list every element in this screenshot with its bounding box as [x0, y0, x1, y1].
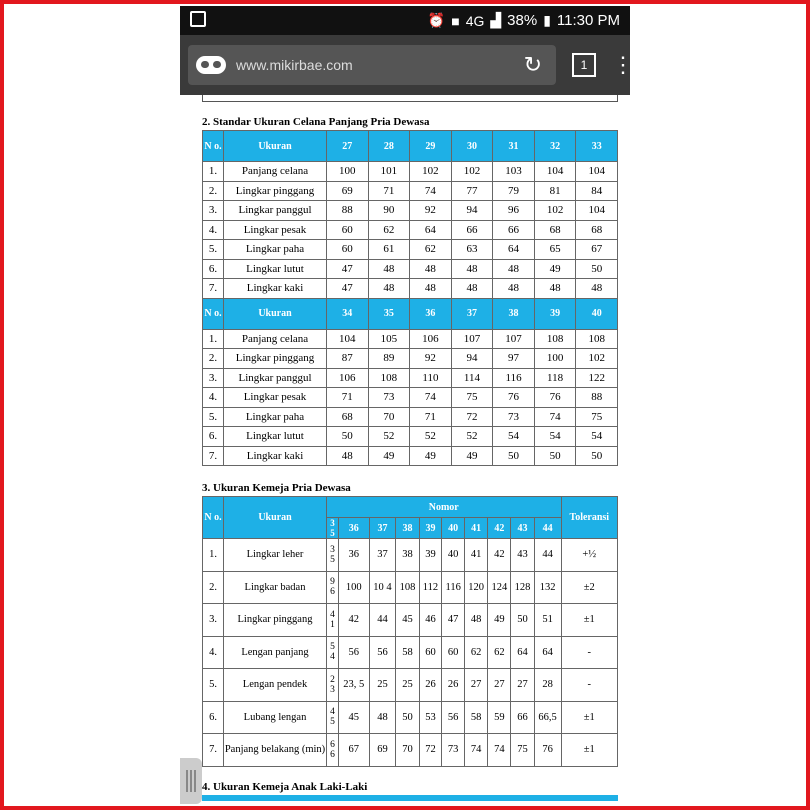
cell-value: 108 — [368, 368, 410, 388]
cell-value: 46 — [419, 604, 442, 637]
cell-value: 89 — [368, 349, 410, 369]
cell-value: 50 — [511, 604, 534, 637]
cell-value: 37 — [369, 539, 396, 572]
cell-value: 48 — [369, 701, 396, 734]
cell-value: 110 — [410, 368, 452, 388]
cell-value: 122 — [576, 368, 618, 388]
cell-value: 27 — [465, 669, 488, 702]
cell-value: 58 — [465, 701, 488, 734]
cell-value: 26 — [442, 669, 465, 702]
column-header-nomor: Nomor — [327, 497, 562, 518]
column-header-size: 27 — [327, 131, 369, 162]
cell-value: 118 — [534, 368, 576, 388]
cell-value: 92 — [410, 349, 452, 369]
row-label: Panjang celana — [224, 329, 327, 349]
table-row — [203, 571, 618, 604]
cell-value: 74 — [488, 734, 511, 767]
cell-value: 124 — [488, 571, 511, 604]
cell-value: 68 — [534, 220, 576, 240]
column-header-size: 39 — [419, 518, 442, 539]
row-label: Lingkar badan — [224, 571, 327, 604]
cell-value: 63 — [451, 240, 493, 260]
cell-value: 42 — [339, 604, 370, 637]
cell-value: 49 — [410, 446, 452, 466]
cell-value: 52 — [368, 427, 410, 447]
cell-value: 56 — [369, 636, 396, 669]
cell-value: 77 — [451, 181, 493, 201]
cell-value: 104 — [576, 162, 618, 182]
cell-value: 4 1 — [327, 604, 339, 637]
cell-tolerance: ±1 — [561, 701, 617, 734]
column-header-size: 36 — [339, 518, 370, 539]
row-label: Lingkar kaki — [224, 446, 327, 466]
table-row — [203, 427, 618, 447]
table-row — [203, 201, 618, 221]
row-number: 7. — [203, 446, 224, 466]
cell-value: 66 — [511, 701, 534, 734]
column-header-size: 39 — [534, 298, 576, 329]
cell-value: 49 — [451, 446, 493, 466]
cell-value: 132 — [534, 571, 561, 604]
cell-value: 116 — [493, 368, 535, 388]
column-header-size: 33 — [576, 131, 618, 162]
column-header-size: 41 — [465, 518, 488, 539]
cell-value: 71 — [368, 181, 410, 201]
column-header-size: 37 — [369, 518, 396, 539]
column-header-size: 38 — [396, 518, 419, 539]
cell-value: 73 — [493, 407, 535, 427]
cell-value: 94 — [451, 349, 493, 369]
cell-value: 100 — [534, 349, 576, 369]
cell-value: 92 — [410, 201, 452, 221]
cell-value: 76 — [534, 734, 561, 767]
row-number: 7. — [203, 279, 224, 299]
cell-value: 36 — [339, 539, 370, 572]
cell-value: 120 — [465, 571, 488, 604]
cell-value: 62 — [488, 636, 511, 669]
cell-value: 68 — [576, 220, 618, 240]
row-label: Lingkar pinggang — [224, 181, 327, 201]
table-row — [203, 636, 618, 669]
row-label: Lingkar pinggang — [224, 604, 327, 637]
url-text[interactable]: www.mikirbae.com — [236, 57, 353, 73]
row-label: Lingkar lutut — [224, 427, 327, 447]
row-label: Lengan pendek — [224, 669, 327, 702]
cell-value: 81 — [534, 181, 576, 201]
cell-value: 47 — [442, 604, 465, 637]
cell-value: 42 — [488, 539, 511, 572]
cell-value: 48 — [493, 259, 535, 279]
trouser-size-table — [202, 130, 618, 466]
cell-tolerance: ±1 — [561, 734, 617, 767]
cell-value: 48 — [493, 279, 535, 299]
table-row — [203, 181, 618, 201]
cell-value: 25 — [369, 669, 396, 702]
status-bar — [180, 6, 630, 35]
row-number: 7. — [203, 734, 224, 767]
cell-value: 104 — [534, 162, 576, 182]
cell-value: 50 — [493, 446, 535, 466]
column-header-size: 44 — [534, 518, 561, 539]
row-number: 4. — [203, 220, 224, 240]
cell-value: 25 — [396, 669, 419, 702]
cell-value: 50 — [576, 446, 618, 466]
row-label: Lingkar panggul — [224, 201, 327, 221]
row-label: Lingkar kaki — [224, 279, 327, 299]
cell-value: 56 — [339, 636, 370, 669]
table-row — [203, 349, 618, 369]
column-header-toleransi: Toleransi — [561, 497, 617, 539]
cell-value: 40 — [442, 539, 465, 572]
section-title: 3. Ukuran Kemeja Pria Dewasa — [202, 482, 351, 494]
cell-value: 38 — [396, 539, 419, 572]
row-number: 2. — [203, 571, 224, 604]
cell-value: 60 — [442, 636, 465, 669]
cell-value: 58 — [396, 636, 419, 669]
incognito-icon — [196, 56, 226, 74]
cell-value: 56 — [442, 701, 465, 734]
cell-value: 104 — [576, 201, 618, 221]
cell-value: 108 — [534, 329, 576, 349]
section-title: 4. Ukuran Kemeja Anak Laki-Laki — [202, 780, 368, 793]
cell-value: 64 — [534, 636, 561, 669]
row-number: 1. — [203, 162, 224, 182]
table-row — [203, 240, 618, 260]
row-number: 2. — [203, 181, 224, 201]
cell-tolerance: ±1 — [561, 604, 617, 637]
row-label: Lingkar lutut — [224, 259, 327, 279]
cell-value: 54 — [493, 427, 535, 447]
cell-value: 87 — [327, 349, 369, 369]
table-row — [203, 162, 618, 182]
column-header-size: 32 — [534, 131, 576, 162]
cell-value: 48 — [368, 259, 410, 279]
column-header-size: 40 — [576, 298, 618, 329]
cell-value: 52 — [451, 427, 493, 447]
cell-value: 10 4 — [369, 571, 396, 604]
table-row — [203, 368, 618, 388]
cell-tolerance: - — [561, 669, 617, 702]
cell-value: 3 5 — [327, 539, 339, 572]
column-header-ukuran: Ukuran — [224, 131, 327, 162]
cell-value: 48 — [410, 259, 452, 279]
cell-value: 53 — [419, 701, 442, 734]
previous-table-bottom — [202, 95, 618, 102]
cell-value: 84 — [576, 181, 618, 201]
cell-value: 51 — [534, 604, 561, 637]
row-label: Lingkar pesak — [224, 220, 327, 240]
column-header-size: 38 — [493, 298, 535, 329]
row-number: 4. — [203, 388, 224, 408]
cell-value: 67 — [576, 240, 618, 260]
column-header-size: 3 5 — [327, 518, 339, 539]
cell-value: 48 — [451, 279, 493, 299]
cell-value: 64 — [410, 220, 452, 240]
row-label: Lingkar panggul — [224, 368, 327, 388]
cell-value: 48 — [368, 279, 410, 299]
cell-value: 68 — [327, 407, 369, 427]
cell-value: 48 — [410, 279, 452, 299]
gallery-notification-icon — [190, 11, 206, 27]
table-row — [203, 539, 618, 572]
row-number: 1. — [203, 329, 224, 349]
cell-value: 54 — [576, 427, 618, 447]
cell-value: 50 — [396, 701, 419, 734]
table-row — [203, 701, 618, 734]
cell-value: 27 — [511, 669, 534, 702]
cell-value: 106 — [410, 329, 452, 349]
cell-value: 65 — [534, 240, 576, 260]
cell-value: 71 — [327, 388, 369, 408]
column-header-size: 31 — [493, 131, 535, 162]
table-row — [203, 604, 618, 637]
cell-value: 74 — [465, 734, 488, 767]
cell-value: 27 — [488, 669, 511, 702]
cell-value: 69 — [369, 734, 396, 767]
row-number: 3. — [203, 368, 224, 388]
cell-value: 66,5 — [534, 701, 561, 734]
cell-tolerance: ±2 — [561, 571, 617, 604]
cell-value: 75 — [511, 734, 534, 767]
cell-value: 48 — [465, 604, 488, 637]
cell-value: 45 — [339, 701, 370, 734]
cell-value: 48 — [327, 446, 369, 466]
cell-value: 67 — [339, 734, 370, 767]
cell-value: 75 — [451, 388, 493, 408]
cell-value: 72 — [419, 734, 442, 767]
cell-value: 108 — [576, 329, 618, 349]
cell-value: 102 — [451, 162, 493, 182]
battery-percent: 38% — [507, 12, 538, 29]
shirt-size-table — [202, 496, 618, 767]
cell-value: 79 — [493, 181, 535, 201]
cell-value: 74 — [410, 181, 452, 201]
row-label: Lingkar pinggang — [224, 349, 327, 369]
column-header-size: 43 — [511, 518, 534, 539]
cell-value: 6 6 — [327, 734, 339, 767]
cell-value: 103 — [493, 162, 535, 182]
cell-value: 128 — [511, 571, 534, 604]
row-number: 5. — [203, 669, 224, 702]
cell-value: 74 — [534, 407, 576, 427]
row-label: Lingkar paha — [224, 407, 327, 427]
cell-value: 107 — [451, 329, 493, 349]
cell-value: 41 — [465, 539, 488, 572]
cell-value: 2 3 — [327, 669, 339, 702]
cell-value: 49 — [534, 259, 576, 279]
cell-value: 50 — [534, 446, 576, 466]
cell-value: 66 — [451, 220, 493, 240]
network-type-icon: 4G — [465, 12, 485, 29]
cell-value: 62 — [465, 636, 488, 669]
signal-icon: ▟ — [490, 12, 502, 28]
cell-tolerance: - — [561, 636, 617, 669]
cell-value: 74 — [410, 388, 452, 408]
scroll-handle[interactable] — [180, 758, 202, 804]
cell-value: 5 4 — [327, 636, 339, 669]
table-row — [203, 259, 618, 279]
cell-value: 54 — [534, 427, 576, 447]
row-number: 6. — [203, 427, 224, 447]
cell-value: 49 — [368, 446, 410, 466]
cell-value: 43 — [511, 539, 534, 572]
cell-value: 88 — [576, 388, 618, 408]
cell-value: 90 — [368, 201, 410, 221]
cell-value: 9 6 — [327, 571, 339, 604]
cell-value: 64 — [511, 636, 534, 669]
alarm-icon: ⏰ — [427, 12, 446, 28]
cell-value: 105 — [368, 329, 410, 349]
cell-value: 64 — [493, 240, 535, 260]
cell-value: 4 5 — [327, 701, 339, 734]
column-header-size: 37 — [451, 298, 493, 329]
row-number: 4. — [203, 636, 224, 669]
cell-value: 94 — [451, 201, 493, 221]
cell-value: 104 — [327, 329, 369, 349]
cell-value: 61 — [368, 240, 410, 260]
row-number: 5. — [203, 407, 224, 427]
reload-icon[interactable]: ↻ — [523, 52, 542, 77]
next-table-header — [202, 795, 618, 801]
cell-value: 26 — [419, 669, 442, 702]
battery-icon: ▮ — [543, 12, 551, 28]
cell-value: 102 — [534, 201, 576, 221]
cell-value: 45 — [396, 604, 419, 637]
cell-value: 49 — [488, 604, 511, 637]
row-label: Panjang belakang (min) — [224, 734, 327, 767]
cell-value: 97 — [493, 349, 535, 369]
column-header-no: N o. — [203, 298, 224, 329]
row-number: 3. — [203, 201, 224, 221]
cell-value: 52 — [410, 427, 452, 447]
cell-value: 73 — [368, 388, 410, 408]
table-row — [203, 669, 618, 702]
address-bar[interactable] — [188, 45, 556, 85]
cell-value: 100 — [327, 162, 369, 182]
table-row — [203, 734, 618, 767]
cell-value: 107 — [493, 329, 535, 349]
browser-toolbar — [180, 35, 634, 95]
cell-value: 44 — [369, 604, 396, 637]
column-header-no: N o. — [203, 131, 224, 162]
table-row — [203, 446, 618, 466]
cell-value: 76 — [493, 388, 535, 408]
row-label: Lingkar leher — [224, 539, 327, 572]
cell-value: 50 — [576, 259, 618, 279]
cell-value: 60 — [327, 220, 369, 240]
cell-value: 60 — [327, 240, 369, 260]
cell-value: 47 — [327, 279, 369, 299]
cell-value: 66 — [493, 220, 535, 240]
cell-value: 60 — [419, 636, 442, 669]
cell-value: 100 — [339, 571, 370, 604]
cell-value: 101 — [368, 162, 410, 182]
page-content — [180, 95, 630, 804]
cell-value: 59 — [488, 701, 511, 734]
column-header-size: 28 — [368, 131, 410, 162]
column-header-size: 30 — [451, 131, 493, 162]
cell-tolerance: +½ — [561, 539, 617, 572]
column-header-size: 42 — [488, 518, 511, 539]
column-header-size: 40 — [442, 518, 465, 539]
table-row — [203, 388, 618, 408]
row-label: Lubang lengan — [224, 701, 327, 734]
cell-value: 39 — [419, 539, 442, 572]
cell-value: 102 — [410, 162, 452, 182]
cell-value: 73 — [442, 734, 465, 767]
cell-value: 75 — [576, 407, 618, 427]
clock: 11:30 PM — [556, 12, 620, 29]
row-label: Panjang celana — [224, 162, 327, 182]
row-label: Lengan panjang — [224, 636, 327, 669]
column-header-ukuran: Ukuran — [224, 298, 327, 329]
section-title: 2. Standar Ukuran Celana Panjang Pria Dewasa — [202, 116, 430, 128]
cell-value: 106 — [327, 368, 369, 388]
cell-value: 62 — [368, 220, 410, 240]
row-number: 1. — [203, 539, 224, 572]
cell-value: 108 — [396, 571, 419, 604]
cell-value: 71 — [410, 407, 452, 427]
cell-value: 48 — [451, 259, 493, 279]
cell-value: 50 — [327, 427, 369, 447]
row-number: 2. — [203, 349, 224, 369]
cell-value: 28 — [534, 669, 561, 702]
column-header-size: 36 — [410, 298, 452, 329]
cell-value: 88 — [327, 201, 369, 221]
column-header-size: 29 — [410, 131, 452, 162]
row-number: 6. — [203, 259, 224, 279]
cell-value: 48 — [576, 279, 618, 299]
table-row — [203, 329, 618, 349]
overflow-menu-icon[interactable]: ⋮ — [612, 52, 634, 77]
cell-value: 23, 5 — [339, 669, 370, 702]
cell-value: 114 — [451, 368, 493, 388]
row-number: 5. — [203, 240, 224, 260]
table-row — [203, 407, 618, 427]
cell-value: 112 — [419, 571, 442, 604]
row-number: 6. — [203, 701, 224, 734]
cell-value: 76 — [534, 388, 576, 408]
cell-value: 62 — [410, 240, 452, 260]
column-header-size: 34 — [327, 298, 369, 329]
row-label: Lingkar pesak — [224, 388, 327, 408]
cell-value: 102 — [576, 349, 618, 369]
phone-screen — [180, 6, 634, 804]
table-row — [203, 279, 618, 299]
table-row — [203, 220, 618, 240]
cell-value: 47 — [327, 259, 369, 279]
security-icon: ■ — [451, 12, 460, 29]
cell-value: 72 — [451, 407, 493, 427]
column-header-size: 35 — [368, 298, 410, 329]
cell-value: 96 — [493, 201, 535, 221]
cell-value: 69 — [327, 181, 369, 201]
cell-value: 116 — [442, 571, 465, 604]
column-header-ukuran: Ukuran — [224, 497, 327, 539]
column-header-no: N o. — [203, 497, 224, 539]
row-number: 3. — [203, 604, 224, 637]
cell-value: 44 — [534, 539, 561, 572]
row-label: Lingkar paha — [224, 240, 327, 260]
tab-switcher-button[interactable]: 1 — [572, 53, 596, 77]
cell-value: 70 — [368, 407, 410, 427]
cell-value: 48 — [534, 279, 576, 299]
cell-value: 70 — [396, 734, 419, 767]
